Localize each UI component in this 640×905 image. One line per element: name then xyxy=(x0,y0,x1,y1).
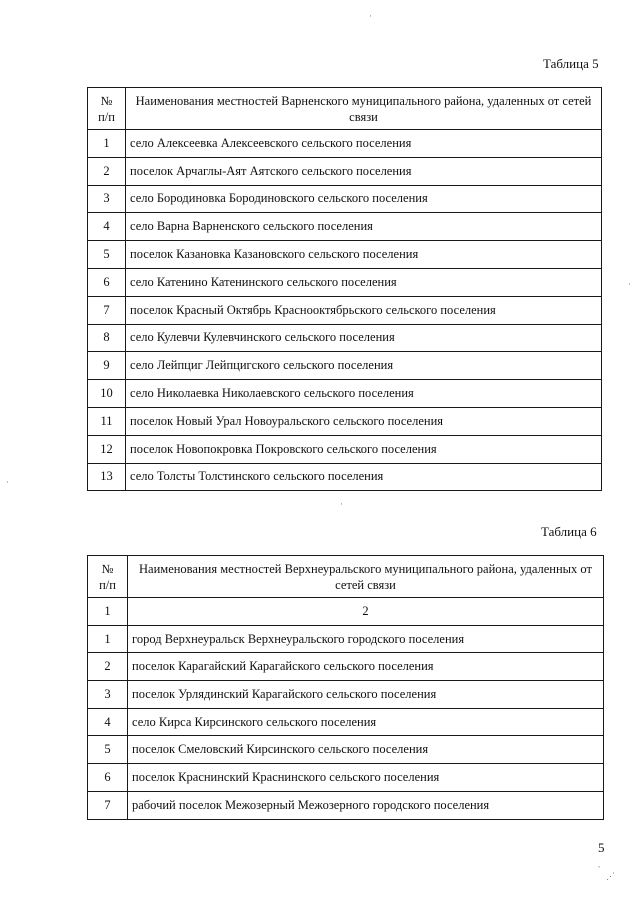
table-5-row xyxy=(88,213,602,241)
locality-name: село Лейпциг Лейпцигского сельского поселения xyxy=(126,352,602,380)
locality-name: село Варна Варненского сельского поселения xyxy=(126,213,602,241)
table-5-row xyxy=(88,324,602,352)
row-number: 7 xyxy=(88,791,128,819)
table-6-body xyxy=(88,598,604,820)
locality-name: село Бородиновка Бородиновского сельского поселения xyxy=(126,185,602,213)
locality-name: село Толсты Толстинского сельского поселения xyxy=(126,463,602,491)
table-5-row xyxy=(88,185,602,213)
row-number: 2 xyxy=(88,653,128,681)
table-6-caption: Таблица 6 xyxy=(541,524,597,539)
table-5-header-row xyxy=(88,88,602,130)
row-number: 5 xyxy=(88,736,128,764)
table-6-row xyxy=(88,708,604,736)
table-6-colnum-2: 2 xyxy=(128,598,604,626)
table-5-row xyxy=(88,463,602,491)
scan-mark: · xyxy=(628,279,631,289)
locality-name: поселок Красный Октябрь Краснооктябрьского сельского поселения xyxy=(126,296,602,324)
table-6-header-num: № п/п xyxy=(88,556,128,598)
table-5-row xyxy=(88,352,602,380)
scan-mark: · xyxy=(6,477,9,487)
table-6-header-row xyxy=(88,556,604,598)
row-number: 9 xyxy=(88,352,126,380)
locality-name: поселок Казановка Казановского сельского поселения xyxy=(126,241,602,269)
table-6-row xyxy=(88,681,604,709)
table-6-row xyxy=(88,653,604,681)
table-5-row xyxy=(88,157,602,185)
table-5-body xyxy=(88,130,602,491)
table-6-colnum-1: 1 xyxy=(88,598,128,626)
locality-name: село Кулевчи Кулевчинского сельского поселения xyxy=(126,324,602,352)
locality-name: поселок Карагайский Карагайского сельского поселения xyxy=(128,653,604,681)
table-6-row xyxy=(88,764,604,792)
table-6 xyxy=(87,555,604,820)
row-number: 8 xyxy=(88,324,126,352)
scan-mark: ‵ xyxy=(598,865,601,875)
locality-name: село Кирса Кирсинского сельского поселения xyxy=(128,708,604,736)
locality-name: село Николаевка Николаевского сельского поселения xyxy=(126,380,602,408)
row-number: 10 xyxy=(88,380,126,408)
locality-name: поселок Арчаглы-Аят Аятского сельского поселения xyxy=(126,157,602,185)
scan-mark: · xyxy=(369,11,372,21)
locality-name: поселок Урлядинский Карагайского сельского поселения xyxy=(128,681,604,709)
row-number: 5 xyxy=(88,241,126,269)
table-5-caption: Таблица 5 xyxy=(543,56,599,71)
locality-name: поселок Краснинский Краснинского сельского поселения xyxy=(128,764,604,792)
table-5-row xyxy=(88,380,602,408)
table-6-row xyxy=(88,625,604,653)
table-5-row xyxy=(88,241,602,269)
table-5-row xyxy=(88,435,602,463)
row-number: 4 xyxy=(88,708,128,736)
scan-mark: · xyxy=(340,499,343,509)
page-number: 5 xyxy=(598,840,605,855)
table-5-row xyxy=(88,407,602,435)
row-number: 4 xyxy=(88,213,126,241)
locality-name: рабочий поселок Межозерный Межозерного городского поселения xyxy=(128,791,604,819)
row-number: 1 xyxy=(88,625,128,653)
table-5-header-num: № п/п xyxy=(88,88,126,130)
row-number: 2 xyxy=(88,157,126,185)
table-5-row xyxy=(88,296,602,324)
row-number: 1 xyxy=(88,130,126,158)
table-6-header-name: Наименования местностей Верхнеуральского муниципального района, удаленных от сетей связи xyxy=(128,556,604,598)
row-number: 11 xyxy=(88,407,126,435)
row-number: 6 xyxy=(88,764,128,792)
locality-name: поселок Новопокровка Покровского сельского поселения xyxy=(126,435,602,463)
table-5-header-name: Наименования местностей Варненского муниципального района, удаленных от сетей связи xyxy=(126,88,602,130)
table-5 xyxy=(87,87,602,491)
table-5-row xyxy=(88,130,602,158)
locality-name: село Алексеевка Алексеевского сельского поселения xyxy=(126,130,602,158)
locality-name: город Верхнеуральск Верхнеуральского городского поселения xyxy=(128,625,604,653)
table-6-row xyxy=(88,736,604,764)
table-6-column-numbers-row xyxy=(88,598,604,626)
table-6-row xyxy=(88,791,604,819)
row-number: 3 xyxy=(88,681,128,709)
row-number: 6 xyxy=(88,268,126,296)
row-number: 3 xyxy=(88,185,126,213)
locality-name: поселок Новый Урал Новоуральского сельского поселения xyxy=(126,407,602,435)
row-number: 13 xyxy=(88,463,126,491)
table-5-row xyxy=(88,268,602,296)
scan-mark: ⋰ xyxy=(606,871,615,881)
locality-name: село Катенино Катенинского сельского поселения xyxy=(126,268,602,296)
locality-name: поселок Смеловский Кирсинского сельского поселения xyxy=(128,736,604,764)
row-number: 12 xyxy=(88,435,126,463)
row-number: 7 xyxy=(88,296,126,324)
